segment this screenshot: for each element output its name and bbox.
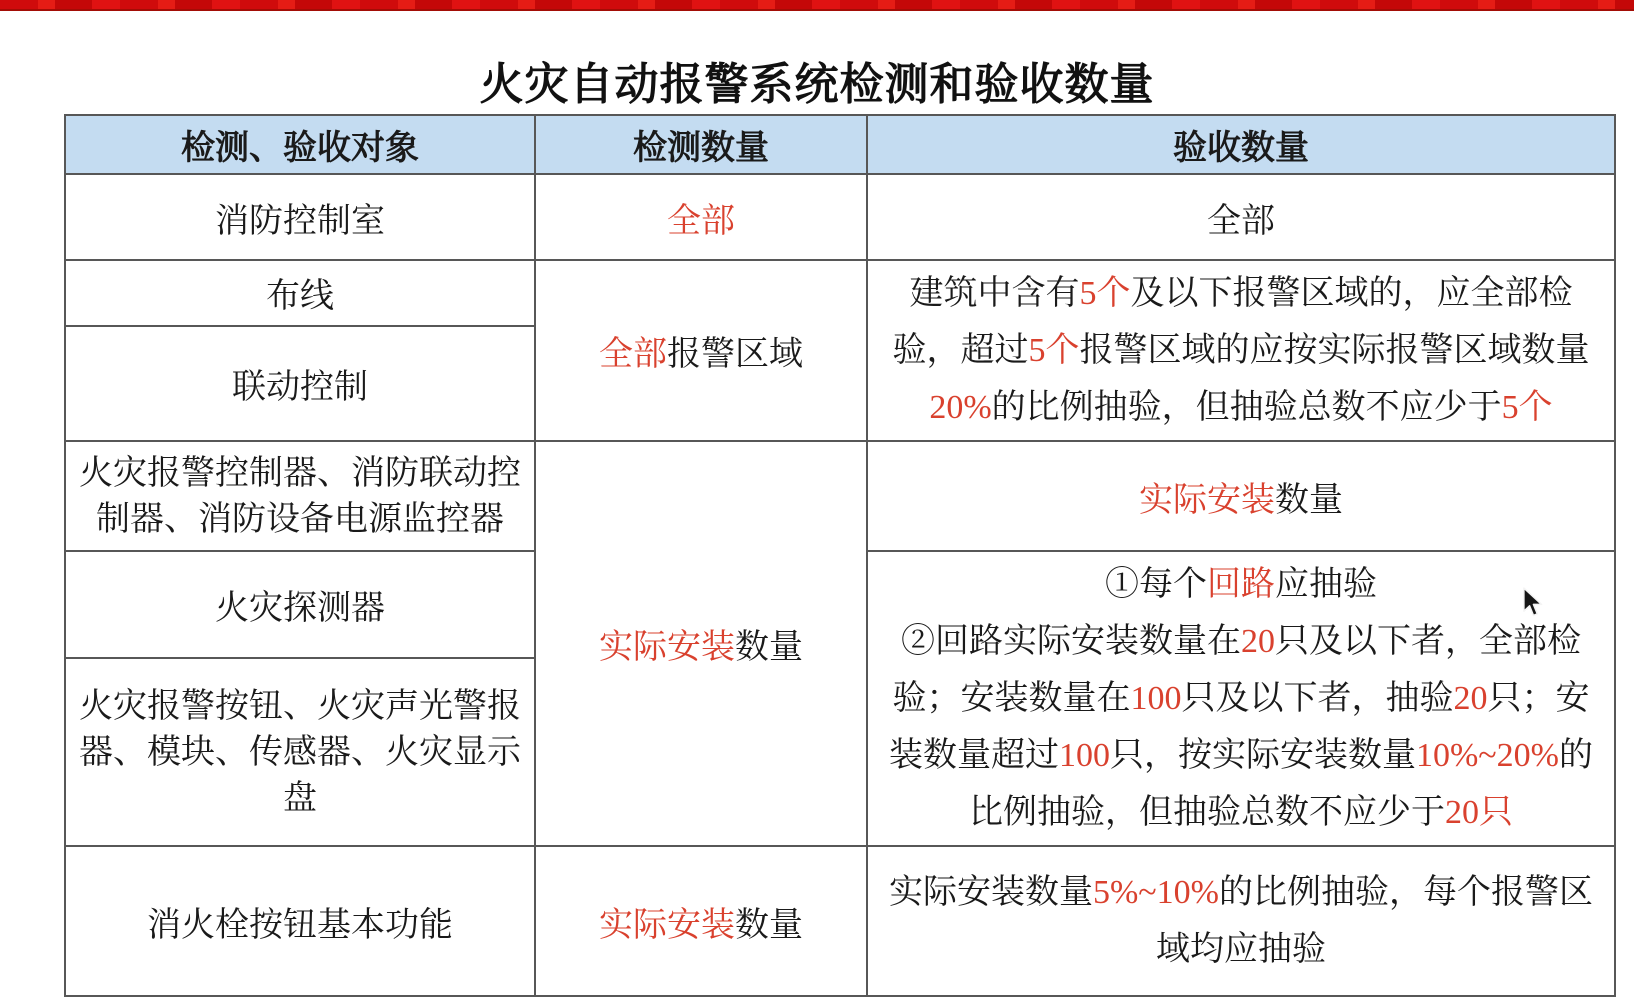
- cell-linkage-control: 联动控制: [65, 326, 535, 441]
- cell-wiring: 布线: [65, 260, 535, 326]
- cell-fire-control-room: 消防控制室: [65, 174, 535, 260]
- cell-controllers-monitors: 火灾报警控制器、消防联动控制器、消防设备电源监控器: [65, 441, 535, 551]
- cell-actual-installed-acceptance: 实际安装数量: [867, 441, 1615, 551]
- table-row: [65, 174, 1615, 260]
- table-row: [65, 260, 1615, 326]
- table-row: [65, 441, 1615, 551]
- cell-loop-sampling-rules: ①每个回路应抽验 ②回路实际安装数量在20只及以下者，全部检验；安装数量在100只及以下者，抽验20只；安装数量超过100只，按实际安装数量10%~20%的比例抽验，但抽验总数不应少于20只: [867, 551, 1615, 846]
- header-cell-object: 检测、验收对象: [65, 115, 535, 174]
- table-row: [65, 846, 1615, 996]
- cell-hydrant-button-function: 消火栓按钮基本功能: [65, 846, 535, 996]
- cell-alarm-buttons-modules: 火灾报警按钮、火灾声光警报器、模块、传感器、火灾显示盘: [65, 658, 535, 846]
- cell-fire-control-room-acceptance: 全部: [867, 174, 1615, 260]
- table-header-row: [65, 115, 1615, 174]
- cell-fire-detectors: 火灾探测器: [65, 551, 535, 658]
- header-cell-inspection-qty: 检测数量: [535, 115, 867, 174]
- cell-all-alarm-zones-inspection: 全部报警区域: [535, 260, 867, 441]
- cell-hydrant-inspection-qty: 实际安装数量: [535, 846, 867, 996]
- cell-fire-control-room-inspection: 全部: [535, 174, 867, 260]
- inspection-acceptance-table: [64, 114, 1616, 997]
- top-red-bar: [0, 0, 1634, 11]
- header-cell-acceptance-qty: 验收数量: [867, 115, 1615, 174]
- cell-alarm-zones-acceptance-rule: 建筑中含有5个及以下报警区域的，应全部检验，超过5个报警区域的应按实际报警区域数量20%的比例抽验，但抽验总数不应少于5个: [867, 260, 1615, 441]
- cell-hydrant-acceptance-rule: 实际安装数量5%~10%的比例抽验，每个报警区域均应抽验: [867, 846, 1615, 996]
- page-title: 火灾自动报警系统检测和验收数量: [479, 60, 1155, 109]
- cell-actual-installed-inspection: 实际安装数量: [535, 441, 867, 846]
